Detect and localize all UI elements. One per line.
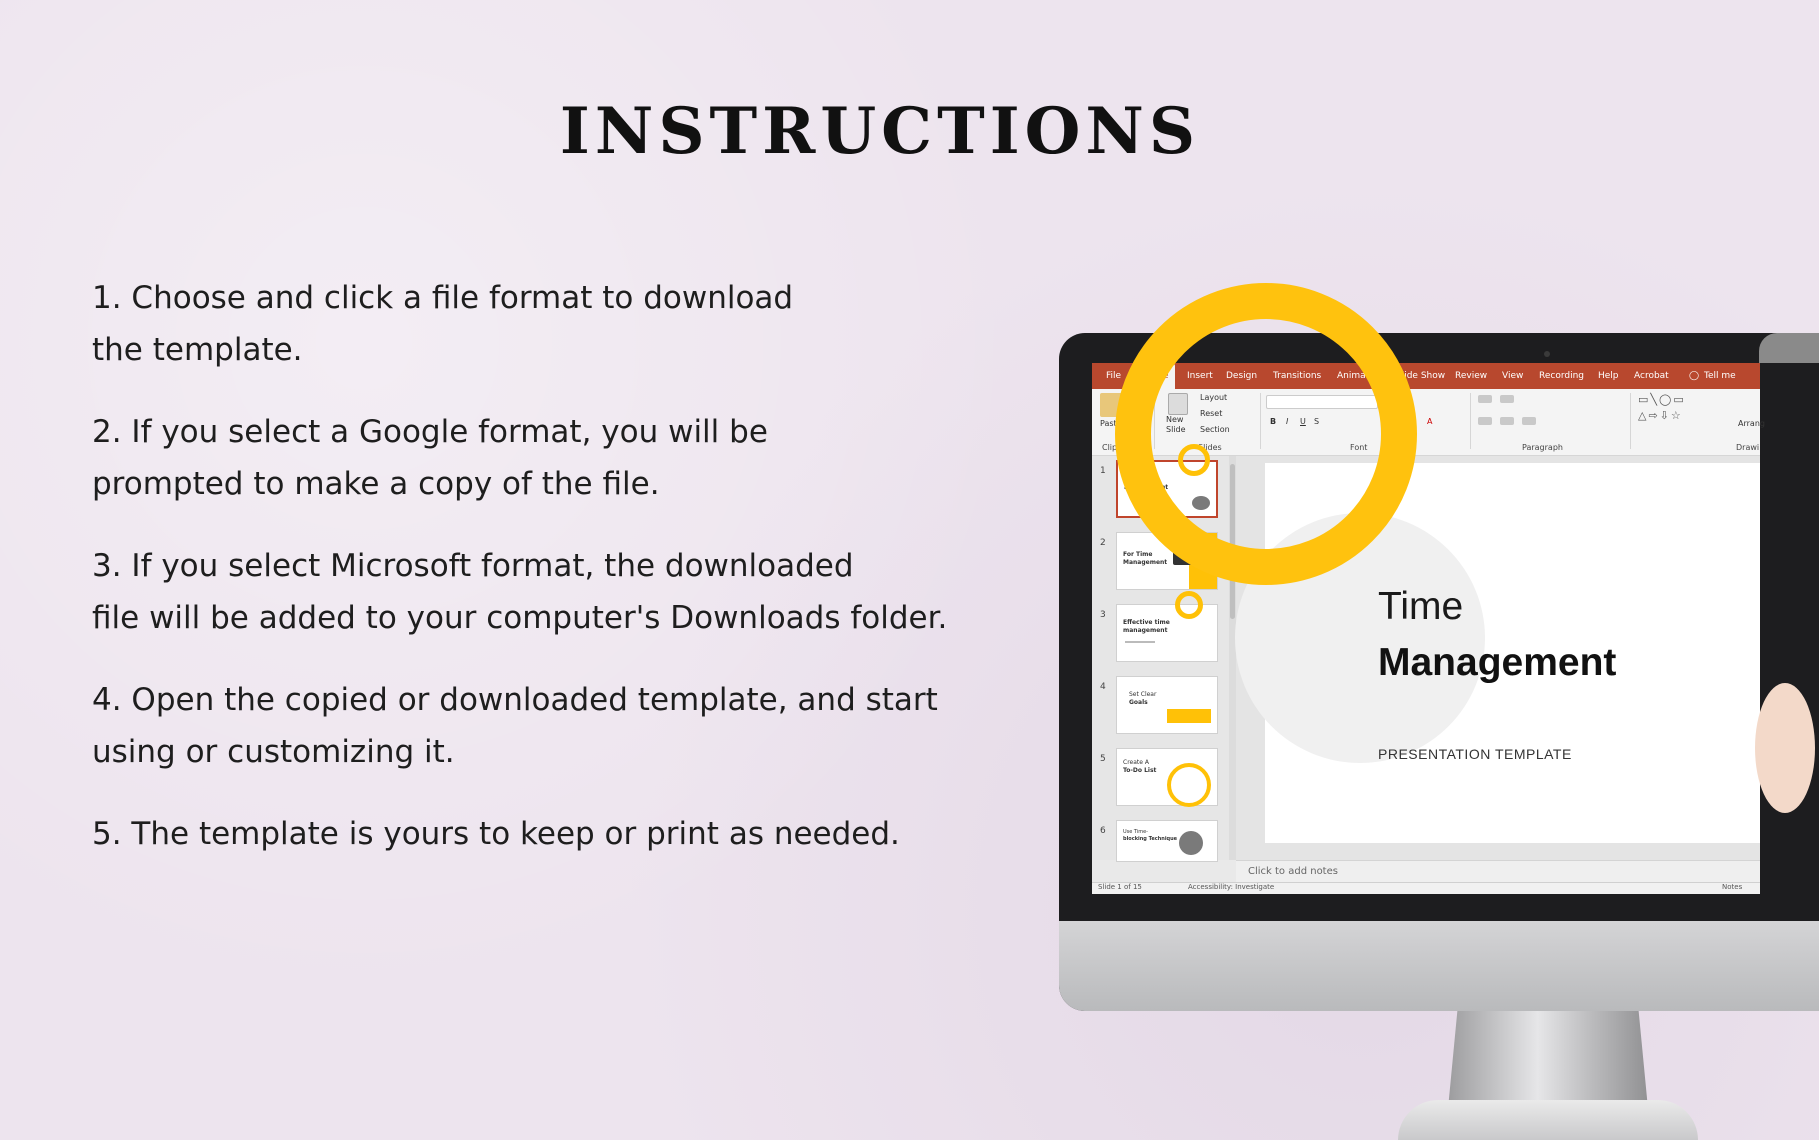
step-4-line-2: using or customizing it. — [92, 734, 455, 770]
shapes-gallery-icon[interactable]: ▭╲◯▭ — [1638, 393, 1686, 406]
tab-home[interactable]: Home — [1136, 363, 1175, 389]
slide-thumbnail-5[interactable] — [1116, 748, 1218, 806]
tab-file[interactable]: File — [1106, 371, 1122, 381]
notes-pane[interactable] — [1236, 860, 1760, 883]
arrange-button[interactable]: Arrang — [1738, 419, 1765, 428]
shadow-icon[interactable]: S — [1314, 417, 1320, 426]
slide-thumbnail-6[interactable] — [1116, 820, 1218, 862]
monitor-edge — [1759, 333, 1819, 363]
monitor-stand-base — [1398, 1100, 1698, 1140]
slide-thumbnail-3[interactable] — [1116, 604, 1218, 662]
thumbnail-number: 5 — [1100, 754, 1106, 764]
step-4-line-1: 4. Open the copied or downloaded template, and start — [92, 682, 938, 718]
tab-acrobat[interactable]: Acrobat — [1634, 371, 1669, 381]
italic-icon[interactable]: I — [1286, 417, 1289, 426]
instruction-list — [92, 272, 992, 890]
slide-yellow-ring — [1115, 283, 1417, 585]
ribbon-divider — [1630, 393, 1631, 449]
thumbnail-title: For Time — [1123, 551, 1153, 558]
tab-animations[interactable]: Animations — [1337, 371, 1388, 381]
step-2-line-1: 2. If you select a Google format, you will be — [92, 414, 768, 450]
tab-recording[interactable]: Recording — [1539, 371, 1585, 381]
slide-subtitle: Management — [1378, 641, 1617, 684]
numbering-icon[interactable] — [1500, 395, 1514, 403]
thumbnail-number: 4 — [1100, 682, 1106, 692]
layout-button[interactable]: Layout — [1200, 393, 1228, 402]
tab-help[interactable]: Help — [1598, 371, 1619, 381]
align-left-icon[interactable] — [1478, 417, 1492, 425]
tab-insert[interactable]: Insert — [1187, 371, 1213, 381]
slide-photo-edge — [1755, 683, 1815, 813]
reset-button[interactable]: Reset — [1200, 409, 1223, 418]
thumbnail-number: 3 — [1100, 610, 1106, 620]
camera-icon — [1544, 351, 1550, 357]
slide-title: Time — [1378, 585, 1464, 628]
thumbnail-title: Set Clear — [1129, 691, 1157, 698]
new-slide-button[interactable]: New Slide — [1166, 415, 1186, 434]
tab-transitions[interactable]: Transitions — [1273, 371, 1322, 381]
step-1-line-1: 1. Choose and click a file format to download — [92, 280, 794, 316]
thumbnail-title: Effective time — [1123, 619, 1170, 626]
current-slide[interactable] — [1265, 463, 1760, 843]
lightbulb-icon: ◯ — [1689, 371, 1700, 381]
tab-design[interactable]: Design — [1226, 371, 1258, 381]
thumbnail-ring — [1175, 591, 1203, 619]
thumbnail-yellow-box — [1167, 709, 1211, 723]
notes-toggle[interactable]: Notes — [1722, 883, 1743, 891]
thumbnail-subtitle: management — [1123, 627, 1168, 634]
bullets-icon[interactable] — [1478, 395, 1492, 403]
tab-view[interactable]: View — [1502, 371, 1524, 381]
step-3-line-1: 3. If you select Microsoft format, the downloaded — [92, 548, 854, 584]
instruction-step — [92, 540, 992, 644]
accessibility-status[interactable]: Accessibility: Investigate — [1188, 883, 1275, 891]
instruction-step — [92, 674, 992, 778]
thumbnail-title: Use Time- — [1123, 829, 1148, 835]
tab-slide-show[interactable]: Slide Show — [1396, 371, 1446, 381]
thumbnail-subtitle: blocking Technique — [1123, 836, 1178, 842]
thumbnail-number: 2 — [1100, 538, 1106, 548]
notes-placeholder: Click to add notes — [1248, 866, 1338, 877]
group-label-paragraph: Paragraph — [1522, 443, 1563, 452]
thumbnail-title: Time — [1124, 476, 1139, 483]
ribbon-divider — [1470, 393, 1471, 449]
group-label-font: Font — [1350, 443, 1368, 452]
step-3-line-2: file will be added to your computer's Downloads folder. — [92, 600, 948, 636]
thumbnail-title: Create A — [1123, 759, 1149, 766]
thumbnail-subtitle: Management — [1124, 484, 1169, 491]
slide-tagline: PRESENTATION TEMPLATE — [1378, 746, 1572, 762]
group-label-drawing: Drawi — [1736, 443, 1760, 452]
instruction-step — [92, 406, 992, 510]
align-right-icon[interactable] — [1522, 417, 1536, 425]
page-title: INSTRUCTIONS — [559, 94, 1201, 169]
thumbnail-number: 6 — [1100, 826, 1106, 836]
instruction-step — [92, 808, 992, 860]
thumbnail-number: 1 — [1100, 466, 1106, 476]
thumbnail-subtitle: Management — [1123, 559, 1168, 566]
group-label-clipboard: Clipboard — [1102, 443, 1141, 452]
instruction-step — [92, 272, 992, 376]
monitor-chin — [1059, 921, 1819, 1011]
step-2-line-2: prompted to make a copy of the file. — [92, 466, 660, 502]
powerpoint-window — [1092, 363, 1765, 893]
tab-review[interactable]: Review — [1455, 371, 1488, 381]
thumbnail-text-line — [1125, 641, 1155, 643]
thumbnail-subtitle: To-Do List — [1123, 767, 1157, 774]
bold-icon[interactable]: B — [1270, 417, 1277, 426]
tell-me-search[interactable]: Tell me — [1704, 371, 1736, 381]
group-label-slides: Slides — [1198, 443, 1222, 452]
paste-button[interactable]: Paste — [1100, 419, 1122, 428]
thumbnail-ring — [1167, 763, 1211, 807]
slide-count: Slide 1 of 15 — [1098, 883, 1142, 891]
status-bar — [1092, 882, 1760, 894]
thumbnail-photo — [1179, 831, 1203, 855]
font-color-icon[interactable]: A — [1427, 417, 1433, 426]
slide-thumbnail-4[interactable] — [1116, 676, 1218, 734]
step-1-line-2: the template. — [92, 332, 303, 368]
step-5-line-1: 5. The template is yours to keep or print as needed. — [92, 816, 900, 852]
underline-icon[interactable]: U — [1300, 417, 1306, 426]
align-center-icon[interactable] — [1500, 417, 1514, 425]
section-button[interactable]: Section — [1200, 425, 1230, 434]
thumbnail-subtitle: Goals — [1129, 699, 1148, 706]
shapes-gallery-row-2-icon[interactable]: △⇨⇩☆ — [1638, 409, 1683, 422]
